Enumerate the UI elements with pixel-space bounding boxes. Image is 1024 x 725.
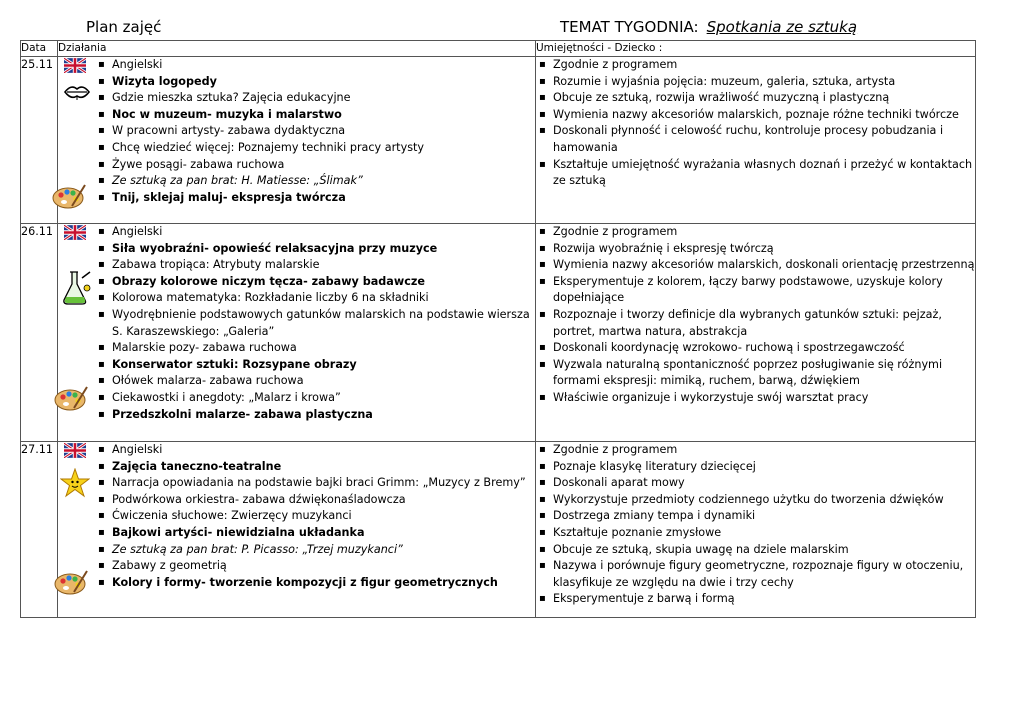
column-header-date: Data: [21, 41, 58, 57]
list-item: ▪ Kształtuje poznanie zmysłowe: [553, 525, 975, 542]
list-item: ▪ Noc w muzeum- muzyka i malarstwo: [112, 107, 535, 124]
paint-palette-icon: [54, 384, 88, 412]
list-item: ▪ Ćwiczenia słuchowe: Zwierzęcy muzykanci: [112, 508, 535, 525]
list-item: ▪ Eksperymentuje z kolorem, łączy barwy podstawowe, uzyskuje kolory dopełniające: [553, 274, 975, 307]
list-item: ▪ Siła wyobraźni- opowieść relaksacyjna przy muzyce: [112, 241, 535, 258]
list-item: ▪ Ciekawostki i anegdoty: „Malarz i krowa”: [112, 390, 535, 407]
skills-list: [536, 442, 975, 608]
list-item: ▪ Wyzwala naturalną spontaniczność poprzez posługiwanie się różnymi formami ekspresji: mimiką, ruchem, barwą, dźwiękiem: [553, 357, 975, 390]
dancing-star-icon: [60, 468, 90, 498]
list-item: ▪ Eksperymentuje z barwą i formą: [553, 591, 975, 608]
list-item: ▪ Kolorowa matematyka: Rozkładanie liczby 6 na składniki: [112, 290, 535, 307]
list-item: ▪ Kolory i formy- tworzenie kompozycji z figur geometrycznych: [112, 575, 535, 592]
list-item: ▪ Ołówek malarza- zabawa ruchowa: [112, 373, 535, 390]
list-item: ▪ Zabawa tropiąca: Atrybuty malarskie: [112, 257, 535, 274]
list-item: ▪ Zgodnie z programem: [553, 442, 975, 459]
list-item: ▪ Obcuje ze sztuką, skupia uwagę na dziele malarskim: [553, 542, 975, 559]
list-item: ▪ Nazywa i porównuje figury geometryczne, rozpoznaje figury w otoczeniu, klasyfikuje ze względu na dwie i trzy cechy: [553, 558, 975, 591]
day-activities-cell: [58, 57, 536, 224]
list-item: ▪ Bajkowi artyści- niewidzialna układanka: [112, 525, 535, 542]
column-header-activities: Działania: [58, 41, 536, 57]
list-item: ▪ Doskonali aparat mowy: [553, 475, 975, 492]
list-item: ▪ Doskonali płynność i celowość ruchu, kontroluje procesy pobudzania i hamowania: [553, 123, 975, 156]
topic-name: Spotkania ze sztuką: [706, 18, 858, 36]
list-item: ▪ Chcę wiedzieć więcej: Poznajemy techniki pracy artysty: [112, 140, 535, 157]
list-item: ▪ Wymienia nazwy akcesoriów malarskich, doskonali orientację przestrzenną: [553, 257, 975, 274]
uk-flag-icon: [64, 443, 86, 458]
list-item: ▪ Gdzie mieszka sztuka? Zajęcia edukacyjne: [112, 90, 535, 107]
day-activities-cell: [58, 442, 536, 618]
activities-list: [95, 224, 535, 423]
list-item: ▪ Malarskie pozy- zabawa ruchowa: [112, 340, 535, 357]
uk-flag-icon: [64, 225, 86, 240]
list-item: ▪ Zgodnie z programem: [553, 57, 975, 74]
paint-palette-icon: [52, 182, 86, 210]
activities-list: [95, 57, 535, 206]
list-item: ▪ Doskonali koordynację wzrokowo- ruchową i spostrzegawczość: [553, 340, 975, 357]
list-item: ▪ Zabawy z geometrią: [112, 558, 535, 575]
list-item: ▪ Angielski: [112, 224, 535, 241]
plan-table: [20, 40, 976, 618]
list-item: ▪ Poznaje klasykę literatury dziecięcej: [553, 459, 975, 476]
list-item: ▪ Obrazy kolorowe niczym tęcza- zabawy badawcze: [112, 274, 535, 291]
list-item: ▪ Ze sztuką za pan brat: P. Picasso: „Trzej muzykanci”: [112, 542, 535, 559]
list-item: ▪ Wizyta logopedy: [112, 74, 535, 91]
table-header-row: [21, 41, 976, 57]
list-item: ▪ Kształtuje umiejętność wyrażania własnych doznań i przeżyć w kontaktach ze sztuką: [553, 157, 975, 190]
uk-flag-icon: [64, 58, 86, 73]
day-row: [21, 57, 976, 224]
list-item: ▪ Obcuje ze sztuką, rozwija wrażliwość muzyczną i plastyczną: [553, 90, 975, 107]
speech-lips-icon: [62, 83, 92, 101]
skills-list: [536, 57, 975, 190]
list-item: ▪ Rozumie i wyjaśnia pojęcia: muzeum, galeria, sztuka, artysta: [553, 74, 975, 91]
list-item: ▪ Podwórkowa orkiestra- zabawa dźwiękonaśladowcza: [112, 492, 535, 509]
week-topic: [560, 18, 857, 36]
day-skills-cell: [536, 442, 976, 618]
day-date: 25.11: [21, 57, 58, 224]
list-item: ▪ Wykorzystuje przedmioty codziennego użytku do tworzenia dźwięków: [553, 492, 975, 509]
page-title: Plan zajęć: [86, 18, 162, 36]
skills-list: [536, 224, 975, 407]
day-date: 27.11: [21, 442, 58, 618]
day-skills-cell: [536, 224, 976, 442]
list-item: ▪ W pracowni artysty- zabawa dydaktyczna: [112, 123, 535, 140]
list-item: ▪ Angielski: [112, 442, 535, 459]
day-date: 26.11: [21, 224, 58, 442]
list-item: ▪ Angielski: [112, 57, 535, 74]
list-item: ▪ Ze sztuką za pan brat: H. Matiesse: „Ślimak”: [112, 173, 535, 190]
paint-palette-icon: [54, 568, 88, 596]
list-item: ▪ Narracja opowiadania na podstawie bajki braci Grimm: „Muzycy z Bremy”: [112, 475, 535, 492]
day-activities-cell: [58, 224, 536, 442]
activities-list: [95, 442, 535, 591]
column-header-skills: Umiejętności - Dziecko :: [536, 41, 976, 57]
list-item: ▪ Wymienia nazwy akcesoriów malarskich, poznaje różne techniki twórcze: [553, 107, 975, 124]
list-item: ▪ Rozwija wyobraźnię i ekspresję twórczą: [553, 241, 975, 258]
list-item: ▪ Zgodnie z programem: [553, 224, 975, 241]
list-item: ▪ Żywe posągi- zabawa ruchowa: [112, 157, 535, 174]
list-item: ▪ Właściwie organizuje i wykorzystuje swój warsztat pracy: [553, 390, 975, 407]
list-item: ▪ Dostrzega zmiany tempa i dynamiki: [553, 508, 975, 525]
list-item: ▪ Rozpoznaje i tworzy definicje dla wybranych gatunków sztuki: pejzaż, portret, martwa natura, abstrakcja: [553, 307, 975, 340]
day-skills-cell: [536, 57, 976, 224]
list-item: ▪ Tnij, sklejaj maluj- ekspresja twórcza: [112, 190, 535, 207]
list-item: ▪ Zajęcia taneczno-teatralne: [112, 459, 535, 476]
day-row: [21, 224, 976, 442]
science-flask-icon: [60, 270, 92, 306]
day-row: [21, 442, 976, 618]
list-item: ▪ Konserwator sztuki: Rozsypane obrazy: [112, 357, 535, 374]
list-item: ▪ Przedszkolni malarze- zabawa plastyczna: [112, 407, 535, 424]
topic-label: TEMAT TYGODNIA:: [560, 18, 699, 36]
list-item: ▪ Wyodrębnienie podstawowych gatunków malarskich na podstawie wiersza S. Karaszewskiego: „Galeria”: [112, 307, 535, 340]
